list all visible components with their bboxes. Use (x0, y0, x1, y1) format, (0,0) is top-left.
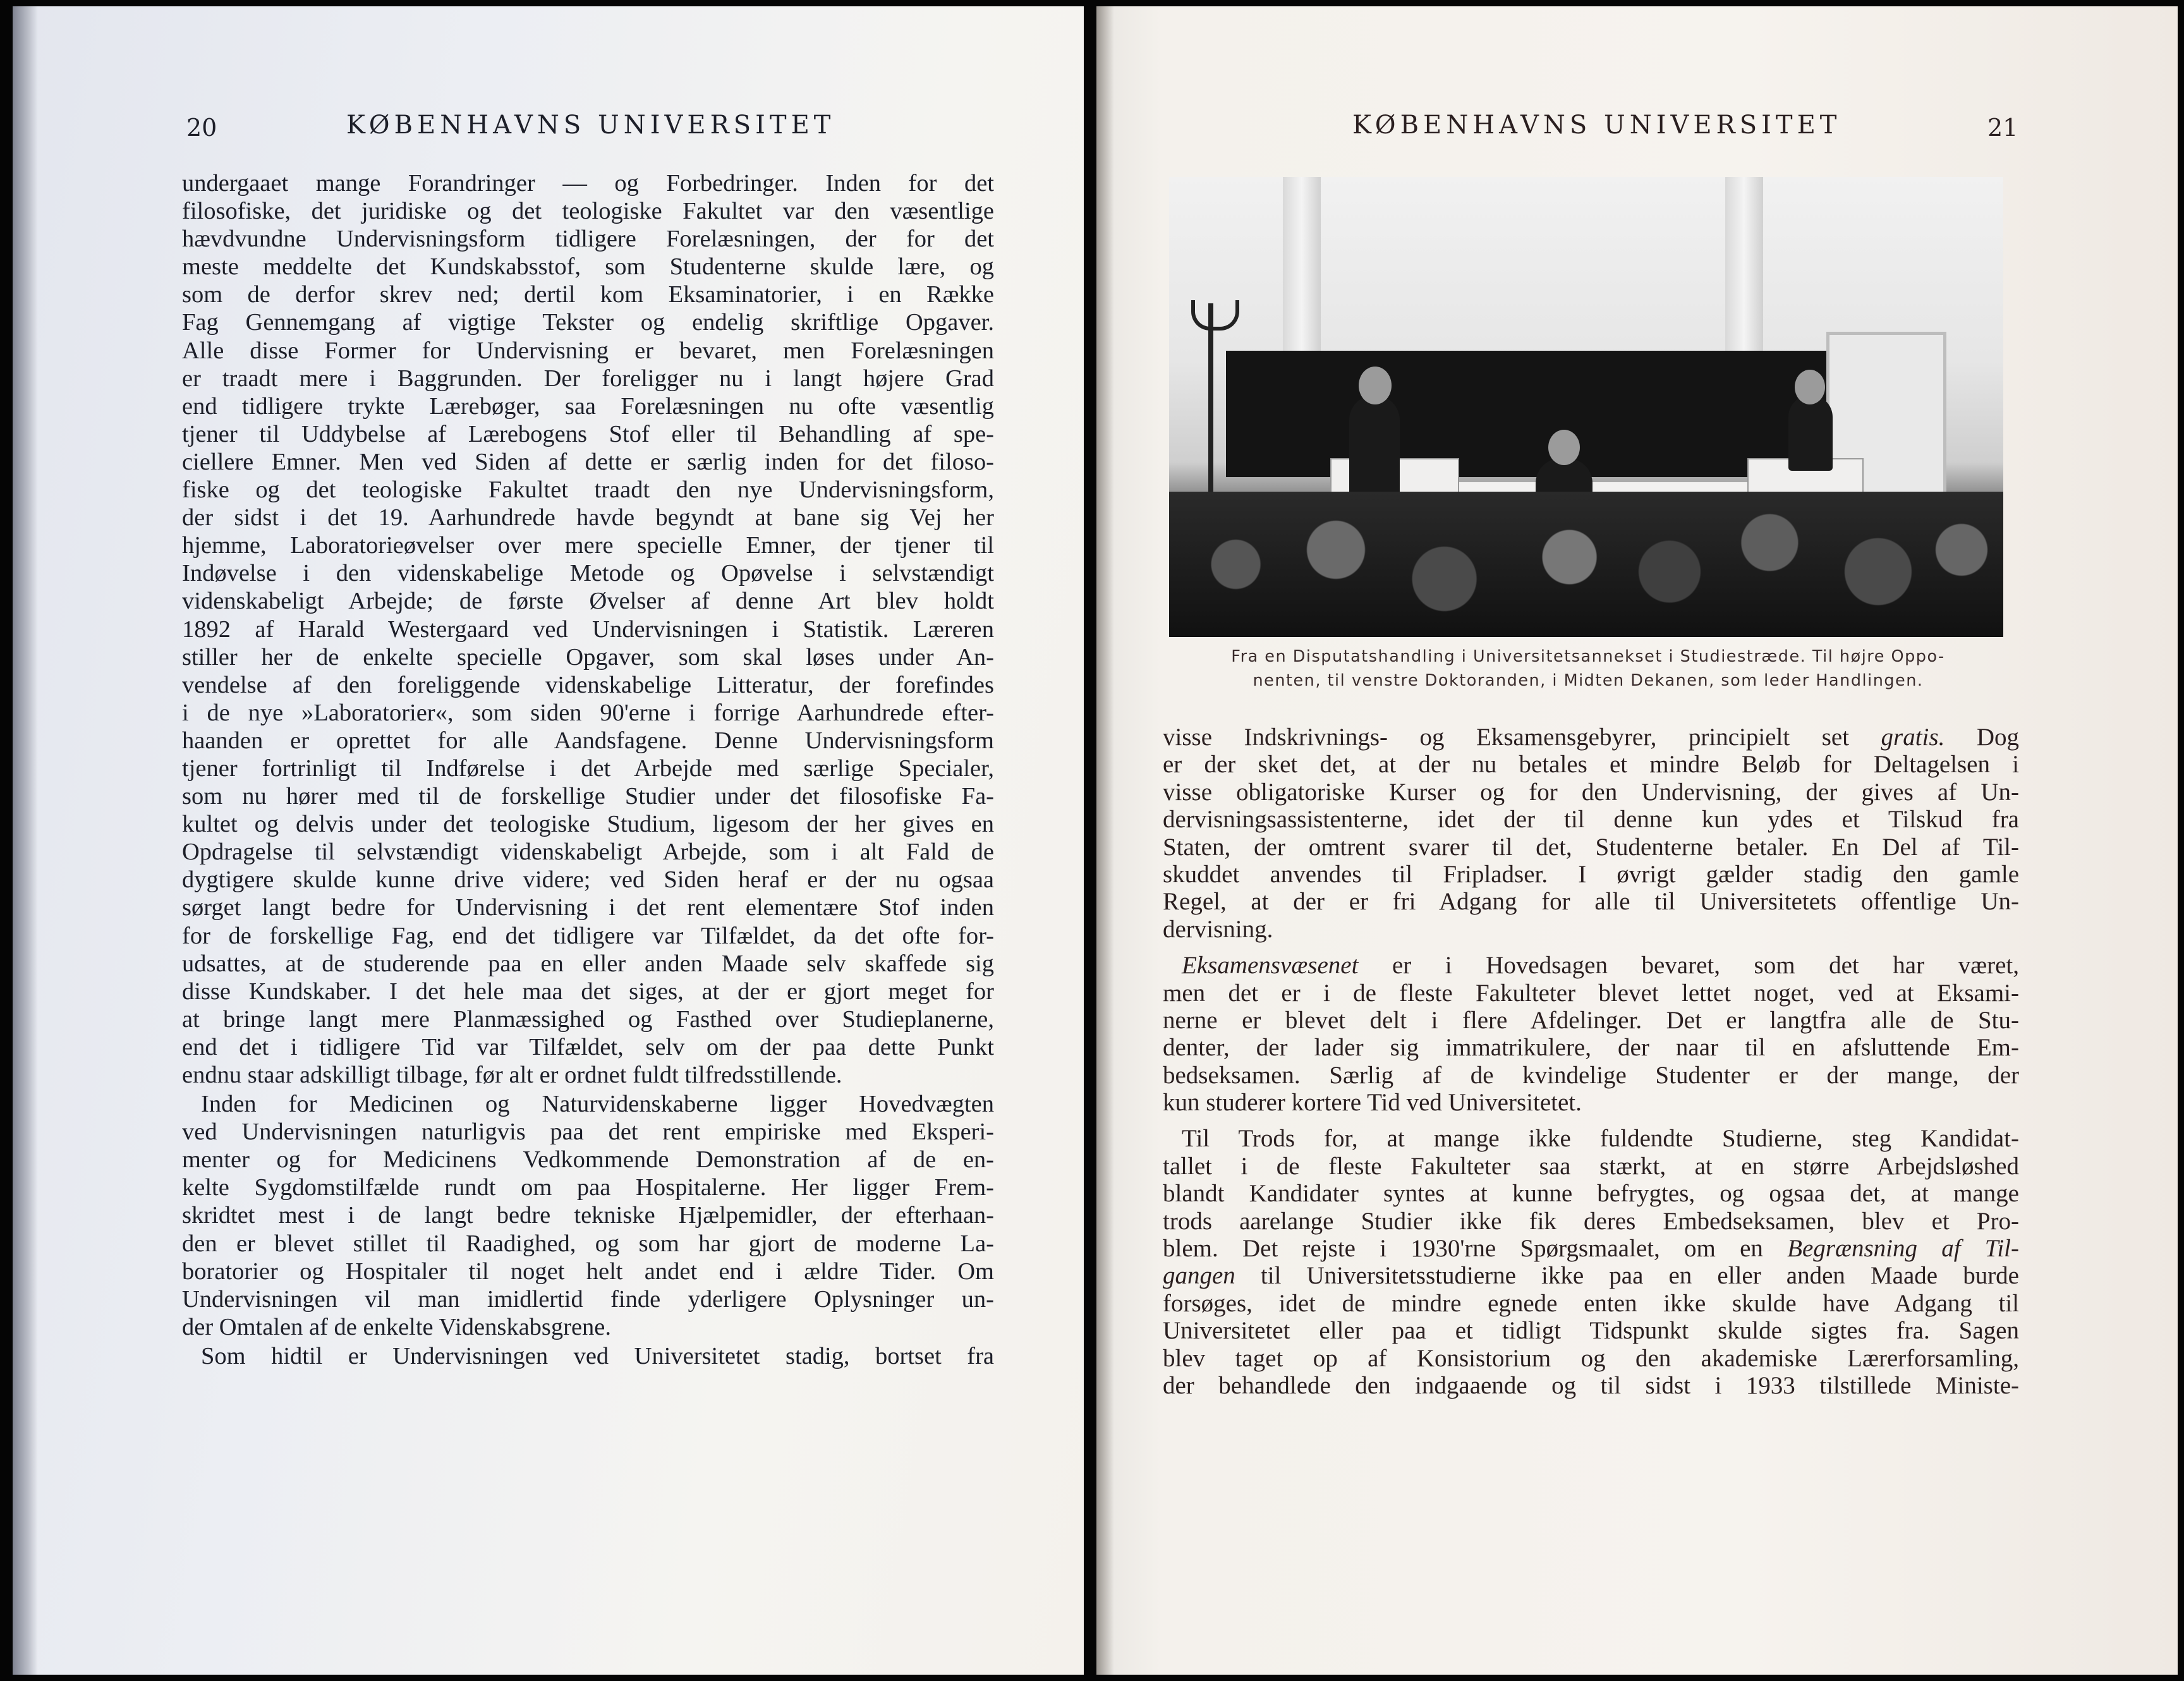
blackboard (1226, 351, 1833, 477)
text-line: Undervisningen vil man imidlertid finde yderligere Oplysninger un- (182, 1285, 994, 1313)
text-line: Alle disse Former for Undervisning er bevaret, men Forelæsningen (182, 337, 994, 364)
text-line: Til Trods for, at mange ikke fuldendte Studierne, steg Kandidat- (1182, 1125, 2019, 1153)
text-line: Fag Gennemgang af vigtige Tekster og endelig skriftlige Opgaver. (182, 309, 994, 336)
text-line: ciellere Emner. Men ved Siden af dette er særlig inden for det filoso- (182, 448, 994, 475)
head (1795, 370, 1825, 404)
text-line: end det i tidligere Tid var Tilfældet, selv om der paa dette Punkt (182, 1033, 994, 1060)
text-line: videnskabeligt Arbejde; de første Øvelser af denne Art blev holdt (182, 588, 994, 615)
text-line: dervisningsassistenterne, idet der til denne kun ydes et Tilskud fra (1163, 806, 2019, 834)
text-line: bedseksamen. Særlig af de kvindelige Studenter er der mange, der (1163, 1061, 2019, 1089)
text-line: fiske og det teologiske Fakultet traadt den nye Undervisningsform, (182, 476, 994, 504)
text-line: som de derfor skrev ned; dertil kom Eksaminatorier, i en Række (182, 281, 994, 308)
head (1359, 367, 1392, 404)
text-line: disse Kundskaber. I det hele maa det siges, at der er gjort meget for (182, 978, 994, 1005)
head (1548, 430, 1580, 465)
text-line: skridtet mest i de langt bedre tekniske Hjælpemidler, der efterhaan- (182, 1202, 994, 1229)
text-line: Inden for Medicinen og Naturvidenskaberne ligger Hovedvægten (201, 1091, 994, 1118)
photo-caption (1165, 645, 2011, 693)
doctoral-candidate-figure (1349, 395, 1400, 502)
running-head: KØBENHAVNS UNIVERSITET (1352, 111, 1841, 140)
text-line: haanden er oprettet for alle Aandsfagene. Denne Undervisningsform (182, 727, 994, 754)
running-head: KØBENHAVNS UNIVERSITET (346, 111, 835, 140)
audience (1169, 492, 2003, 637)
italic-term: gratis. (1881, 724, 1945, 751)
text-line: sørget langt bedre for Undervisning i det rent elementære Stof inden (182, 894, 994, 921)
text-line: dervisning. (1163, 915, 1273, 943)
text-line: Som hidtil er Undervisningen ved Universitetet stadig, bortset fra (201, 1342, 994, 1369)
text-line: stiller her de enkelte specielle Opgaver, som skal løses under An- (182, 643, 994, 671)
text-line: Eksamensvæsenet er i Hovedsagen bevaret, som det har været, (1182, 952, 2019, 980)
text-line: vendelse af den foreliggende videnskabelige Litteratur, der forefindes (182, 671, 994, 698)
italic-term: gangen (1163, 1262, 1235, 1290)
text-line: menter og for Medicinens Vedkommende Demonstration af de en- (182, 1146, 994, 1174)
text-line: Opdragelse til selvstændigt videnskabeligt Arbejde, som i alt Fald de (182, 839, 994, 866)
text-line: 1892 af Harald Westergaard ved Undervisningen i Statistik. Læreren (182, 616, 994, 643)
page-number: 20 (186, 114, 217, 142)
caption-line: Fra en Disputatshandling i Universitetsannekset i Studiestræde. Til højre Oppo- (1231, 647, 1945, 666)
text-line: visse obligatoriske Kurser og for den Undervisning, der gives af Un- (1163, 778, 2019, 806)
right-page (1096, 6, 2178, 1675)
text-line: nerne er blevet delt i flere Afdelinger. Det er langtfra alle de Stu- (1163, 1006, 2019, 1034)
text-line: filosofiske, det juridiske og det teologiske Fakultet var den væsentlige (182, 198, 994, 225)
text-line: denter, der lader sig immatrikulere, der naar til en afsluttende Em- (1163, 1034, 2019, 1062)
text-line: som nu hører med til de forskellige Studier under det filosofiske Fa- (182, 783, 994, 810)
text-line: tjener til Uddybelse af Lærebogens Stof eller til Behandling af spe- (182, 420, 994, 447)
text-line: der Omtalen af de enkelte Videnskabsgrene. (182, 1313, 612, 1340)
text-line: blandt Kandidater syntes at kunne befrygtes, og ogsaa det, at mange (1163, 1180, 2019, 1208)
text-line: meste meddelte det Kundskabsstof, som Studenterne skulde lære, og (182, 253, 994, 281)
body-text (1163, 724, 2019, 1399)
text-line: visse Indskrivnings- og Eksamensgebyrer, principielt set gratis. Dog (1163, 724, 2019, 751)
text-line: undergaaet mange Forandringer — og Forbedringer. Inden for det (182, 170, 994, 197)
left-page (13, 6, 1084, 1675)
text-line: dygtigere skulde kunne drive videre; ved Siden heraf er der nu ogsaa (182, 866, 994, 894)
text-line: der sidst i det 19. Aarhundrede havde begyndt at bane sig Vej her (182, 504, 994, 531)
text-line: tallet i de fleste Fakulteter saa stærkt, at en større Arbejdsløshed (1163, 1152, 2019, 1180)
text-line: er der sket det, at der nu betales et mindre Beløb for Deltagelsen i (1163, 751, 2019, 779)
text-line: end tidligere trykte Lærebøger, saa Forelæsningen nu ofte væsentlig (182, 392, 994, 420)
disputation-photograph (1169, 177, 2003, 637)
text-line: tjener fortrinligt til Indførelse i det Arbejde med særlige Specialer, (182, 755, 994, 782)
text-line: forsøges, idet de mindre egnede enten ikke skulde have Adgang til (1163, 1289, 2019, 1317)
text-line: Regel, at der er fri Adgang for alle til Universitetets offentlige Un- (1163, 888, 2019, 916)
text-line: udsattes, at de studerende paa en eller anden Maade selv skaffede sig (182, 950, 994, 977)
body-text (182, 169, 994, 1370)
opponent-figure (1788, 395, 1833, 471)
italic-term: Begrænsning af Til- (1787, 1235, 2020, 1263)
text-line: gangen til Universitetsstudierne ikke paa en eller anden Maade burde (1163, 1262, 2019, 1290)
text-line: Universitetet eller paa et tidligt Tidspunkt skulde sigtes fra. Sagen (1163, 1317, 2019, 1345)
text-line: kun studerer kortere Tid ved Universitetet. (1163, 1089, 1582, 1117)
italic-term: Eksamensvæsenet (1182, 952, 1359, 980)
text-line: Staten, der omtrent svarer til det, Studenterne betaler. En Del af Til- (1163, 833, 2019, 861)
text-line: blem. Det rejste i 1930'rne Spørgsmaalet, om en Begrænsning af Til- (1163, 1235, 2020, 1263)
text-line: Indøvelse i den videnskabelige Metode og Opøvelse i selvstændigt (182, 560, 994, 587)
text-line: skuddet anvendes til Fripladser. I øvrigt gælder stadig den gamle (1163, 860, 2019, 888)
coat-stand-hooks (1191, 300, 1239, 331)
text-line: men det er i de fleste Fakulteter blevet lettet noget, ved at Eksami- (1163, 979, 2019, 1007)
text-line: kelte Sygdomstilfælde rundt om paa Hospitalerne. Her ligger Frem- (182, 1174, 994, 1201)
text-line: blev taget op af Konsistorium og den akademiske Lærerforsamling, (1163, 1344, 2019, 1372)
text-line: endnu staar adskilligt tilbage, før alt er ordnet fuldt tilfredsstillende. (182, 1062, 842, 1088)
text-line: for de forskellige Fag, end det tidligere var Tilfældet, da det ofte for- (182, 922, 994, 949)
text-line: at bringe langt mere Planmæssighed og Fasthed over Studieplanerne, (182, 1005, 994, 1033)
text-line: hævdvundne Undervisningsform tidligere Forelæsningen, der for det (182, 226, 994, 253)
text-line: i de nye »Laboratorier«, som siden 90'erne i forrige Aarhundrede efter- (182, 699, 994, 726)
page-number: 21 (1987, 114, 2018, 142)
text-line: hjemme, Laboratorieøvelser over mere specielle Emner, der tjener til (182, 532, 994, 559)
text-line: der behandlede den indgaaende og til sidst i 1933 tilstillede Ministe- (1163, 1371, 2019, 1399)
text-line: den er blevet stillet til Raadighed, og som har gjort de moderne La- (182, 1230, 994, 1257)
text-line: ved Undervisningen naturligvis paa det rent empiriske med Eksperi- (182, 1119, 994, 1146)
text-line: er traadt mere i Baggrunden. Der foreligger nu i langt højere Grad (182, 365, 994, 392)
text-line: kultet og delvis under det teologiske Studium, ligesom der her gives en (182, 811, 994, 838)
text-line: boratorier og Hospitaler til noget helt andet end i ældre Tider. Om (182, 1258, 994, 1285)
text-line: trods aarelange Studier ikke fik deres Embedseksamen, blev et Pro- (1163, 1207, 2019, 1235)
caption-line: nenten, til venstre Doktoranden, i Midten Dekanen, som leder Handlingen. (1253, 671, 1924, 690)
